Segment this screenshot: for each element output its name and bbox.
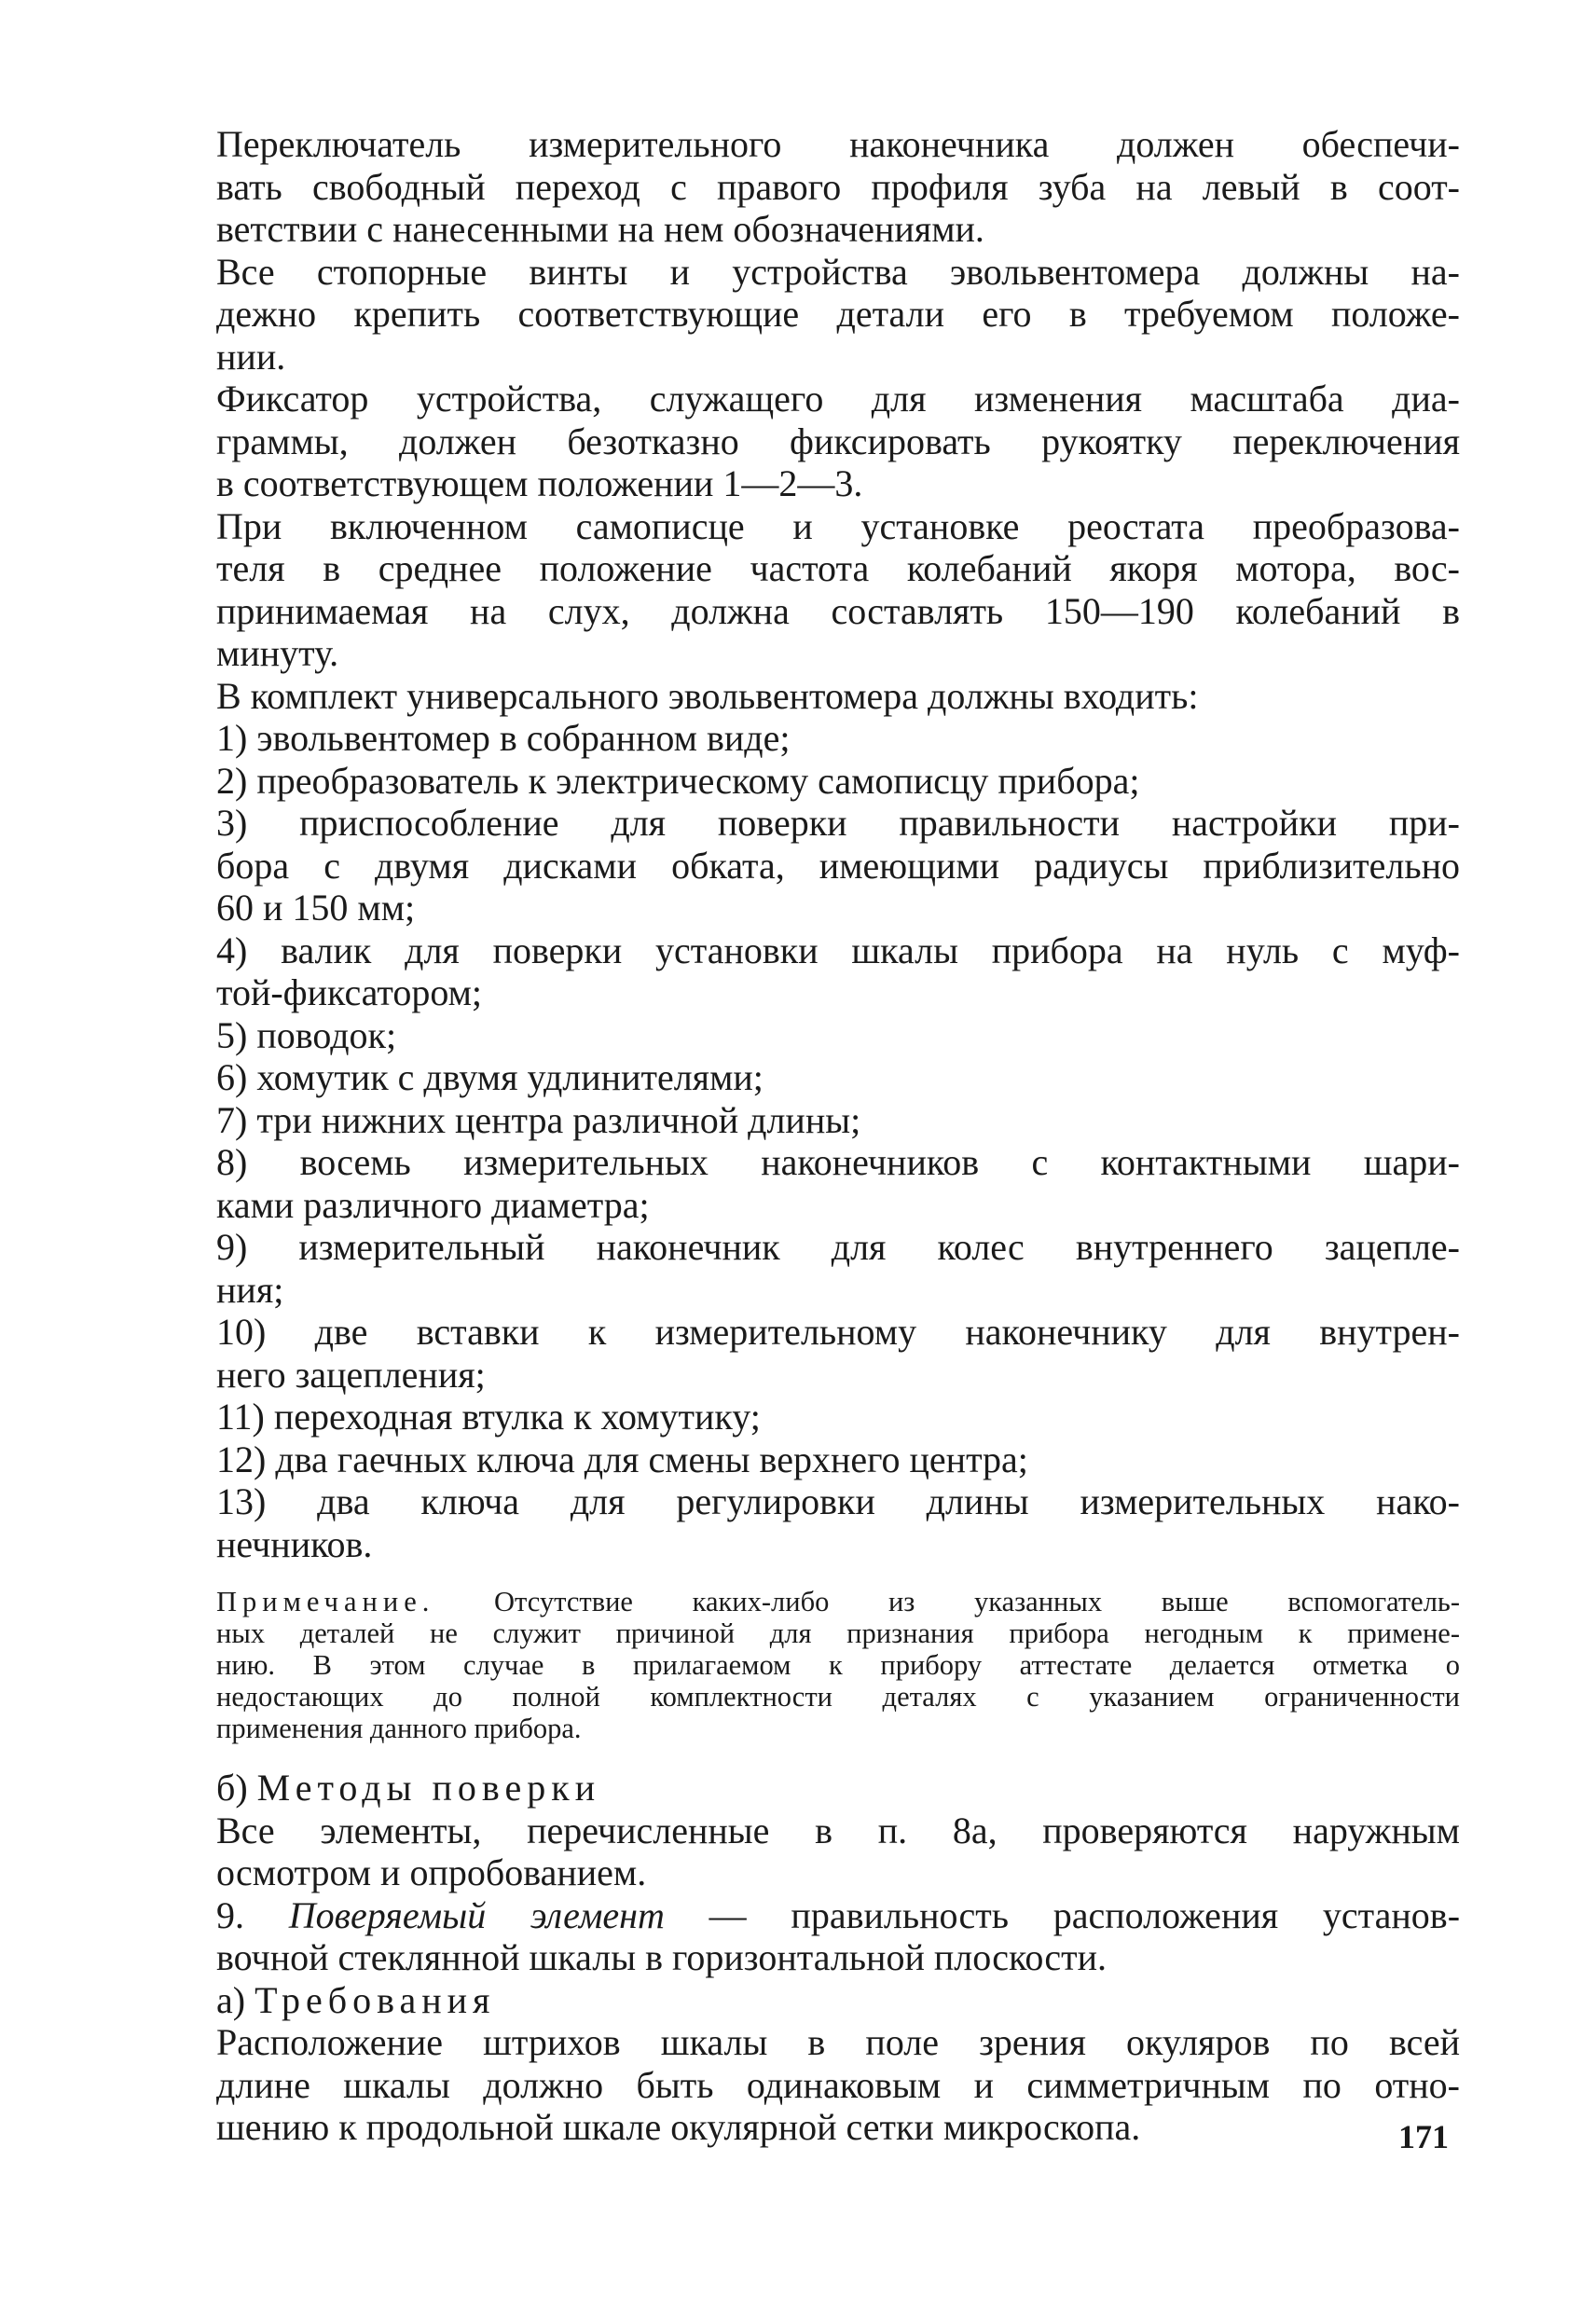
note-label: Примечание.	[216, 1586, 435, 1617]
text-line: 10) две вставки к измерительному наконечнику для внутрен-	[216, 1311, 1460, 1353]
section-a-line: длине шкалы должно быть одинаковым и симметричным по отно-	[216, 2063, 1460, 2106]
paragraph	[216, 1396, 1460, 1438]
text-line: 13) два ключа для регулировки длины измерительных нако-	[216, 1480, 1460, 1522]
main-text	[216, 123, 1460, 1565]
paragraph	[216, 1311, 1460, 1396]
item-9-line: вочной стеклянной шкалы в горизонтальной плоскости.	[216, 1936, 1107, 1978]
note-line: нию. В этом случае в прилагаемом к прибору аттестате делается отметка о	[216, 1649, 1460, 1681]
text-line: в соответствующем положении 1—2—3.	[216, 462, 863, 504]
text-line: 6) хомутик с двумя удлинителями;	[216, 1056, 764, 1098]
paragraph	[216, 505, 1460, 675]
section-b-prefix: б)	[216, 1767, 248, 1809]
footnote-note	[216, 1586, 1460, 1744]
text-line: бора с двумя дисками обката, имеющими радиусы приблизительно	[216, 844, 1460, 887]
text-line: ветствии с нанесенными на нем обозначениями.	[216, 208, 984, 250]
paragraph	[216, 1099, 1460, 1142]
text-line: минуту.	[216, 632, 339, 674]
paragraph	[216, 378, 1460, 505]
section-b-line: осмотром и опробованием.	[216, 1851, 647, 1893]
text-line: 11) переходная втулка к хомутику;	[216, 1396, 761, 1438]
paragraph	[216, 760, 1460, 803]
text-line: Переключатель измерительного наконечника должен обеспечи-	[216, 123, 1460, 165]
section-a-prefix: а)	[216, 1978, 246, 2021]
text-line: Фиксатор устройства, служащего для изменения масштаба диа-	[216, 378, 1460, 420]
text-line: 2) преобразователь к электрическому самописцу прибора;	[216, 759, 1140, 802]
note-line-text: Отсутствие каких-либо из указанных выше вспомогатель-	[494, 1586, 1461, 1617]
note-line: применения данного прибора.	[216, 1713, 582, 1744]
text-line: В комплект универсального эвольвентомера должны входить:	[216, 674, 1199, 717]
paragraph	[216, 1480, 1460, 1565]
text-line: 7) три нижних центра различной длины;	[216, 1098, 861, 1141]
text-line: ками различного диаметра;	[216, 1183, 650, 1226]
section-a	[216, 1979, 1460, 2149]
text-line: теля в среднее положение частота колебаний якоря мотора, вос-	[216, 547, 1460, 589]
text-line: нии.	[216, 335, 286, 378]
section-a-line: Расположение штрихов шкалы в поле зрения окуляров по всей	[216, 2021, 1460, 2063]
paragraph	[216, 802, 1460, 929]
item-9-number: 9.	[216, 1893, 244, 1936]
paragraph	[216, 929, 1460, 1014]
paragraph	[216, 1056, 1460, 1099]
section-b-heading	[216, 1767, 1460, 1810]
text-line: той-фиксатором;	[216, 971, 483, 1013]
text-line: 9) измерительный наконечник для колес внутреннего зацепле-	[216, 1226, 1460, 1268]
note-line	[216, 1586, 1460, 1617]
paragraph	[216, 1226, 1460, 1311]
text-line: дежно крепить соответствующие детали его в требуемом положе-	[216, 293, 1460, 335]
text-line: 60 и 150 мм;	[216, 887, 416, 929]
section-a-title: Требования	[255, 1978, 496, 2021]
text-line: 5) поводок;	[216, 1013, 397, 1056]
text-line: 4) валик для поверки установки шкалы прибора на нуль с муф-	[216, 929, 1460, 971]
text-line: граммы, должен безотказно фиксировать рукоятку переключения	[216, 420, 1460, 462]
item-9-term: Поверяемый элемент	[288, 1893, 665, 1936]
note-line: ных деталей не служит причиной для признания прибора негодным к примене-	[216, 1617, 1460, 1649]
paragraph	[216, 123, 1460, 251]
text-line: Все стопорные винты и устройства эвольвентомера должны на-	[216, 250, 1460, 293]
text-line: него зацепления;	[216, 1353, 486, 1396]
section-b-title: Методы поверки	[256, 1767, 601, 1809]
text-line: 12) два гаечных ключа для смены верхнего центра;	[216, 1438, 1028, 1480]
item-9-line	[216, 1894, 1460, 1937]
paragraph	[216, 717, 1460, 760]
text-line: вать свободный переход с правого профиля зуба на левый в соот-	[216, 165, 1460, 208]
item-9-text: — правильность расположения установ-	[709, 1893, 1461, 1936]
section-b-line: Все элементы, перечисленные в п. 8а, проверяются наружным	[216, 1809, 1460, 1851]
item-9	[216, 1894, 1460, 1979]
paragraph	[216, 1014, 1460, 1057]
note-line: недостающих до полной комплектности деталях с указанием ограниченности	[216, 1681, 1460, 1713]
page-body	[216, 123, 1460, 2149]
text-line: принимаемая на слух, должна составлять 150—190 колебаний в	[216, 589, 1460, 632]
page-number: 171	[1398, 2118, 1449, 2155]
section-b	[216, 1767, 1460, 1894]
section-a-line: шению к продольной шкале окулярной сетки микроскопа.	[216, 2106, 1141, 2148]
paragraph	[216, 675, 1460, 718]
paragraph	[216, 1141, 1460, 1226]
paragraph	[216, 1438, 1460, 1481]
text-line: 8) восемь измерительных наконечников с контактными шари-	[216, 1141, 1460, 1183]
paragraph	[216, 251, 1460, 378]
text-line: 3) приспособление для поверки правильности настройки при-	[216, 802, 1460, 844]
section-a-heading	[216, 1979, 1460, 2022]
text-line: нечников.	[216, 1522, 373, 1565]
text-line: ния;	[216, 1268, 284, 1311]
text-line: 1) эвольвентомер в собранном виде;	[216, 717, 791, 759]
text-line: При включенном самописце и установке реостата преобразова-	[216, 504, 1460, 547]
